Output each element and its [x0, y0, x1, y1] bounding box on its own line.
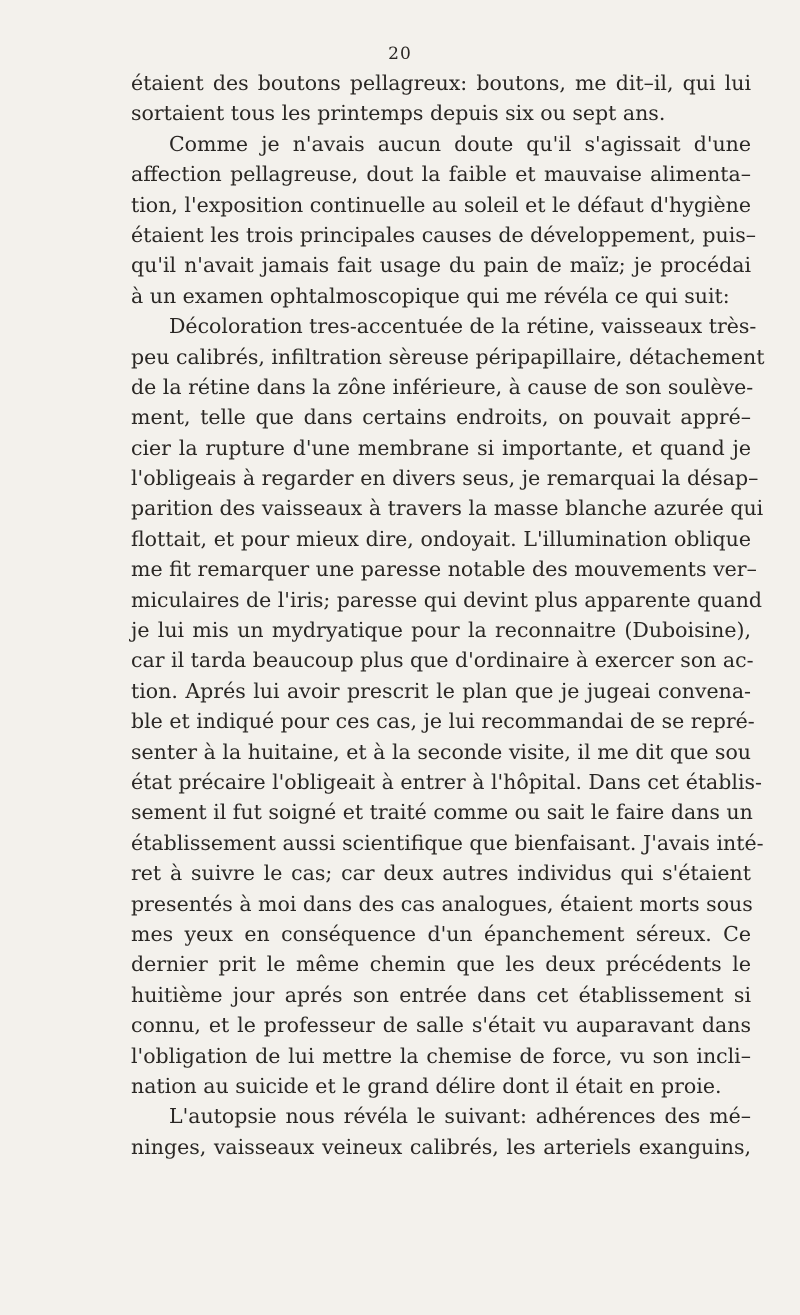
text-line: tion, l'exposition continuelle au soleil et le défaut d'hygiène [131, 192, 751, 217]
text-line: ret à suivre le cas; car deux autres individus qui s'étaient [131, 861, 751, 886]
text-line: Comme je n'avais aucun doute qu'il s'agissait d'une [169, 131, 751, 156]
text-line: flottait, et pour mieux dire, ondoyait. L'illumination oblique [131, 526, 751, 551]
text-line: L'autopsie nous révéla le suivant: adhérences des mé– [169, 1104, 751, 1129]
body-text [131, 68, 765, 1162]
text-line: établissement aussi scientifique que bienfaisant. J'avais inté- [131, 830, 764, 855]
text-line: étaient des boutons pellagreux: boutons, me dit–il, qui lui [131, 71, 751, 95]
text-line: cier la rupture d'une membrane si importante, et quand je [131, 435, 751, 460]
text-line: qu'il n'avait jamais fait usage du pain de maïz; je procédai [131, 253, 751, 278]
text-line: sement il fut soigné et traité comme ou sait le faire dans un [131, 800, 753, 825]
text-line: mes yeux en conséquence d'un épanchement séreux. Ce [131, 921, 751, 946]
text-line: tion. Aprés lui avoir prescrit le plan que je jugeai convena- [131, 678, 751, 703]
text-line: de la rétine dans la zône inférieure, à cause de son soulève- [131, 374, 754, 399]
text-line: dernier prit le même chemin que les deux précédents le [131, 952, 751, 977]
text-line: étaient les trois principales causes de développement, puis– [131, 222, 757, 247]
text-line: connu, et le professeur de salle s'était vu auparavant dans [131, 1013, 751, 1038]
text-line: l'obligeais à regarder en divers seus, je remarquai la désap– [131, 466, 759, 491]
page-number: 20 [388, 44, 412, 64]
text-line: je lui mis un mydryatique pour la reconnaitre (Duboisine), [131, 618, 751, 643]
text-line: peu calibrés, infiltration sèreuse péripapillaire, détachement [131, 344, 765, 369]
text-line: affection pellagreuse, dout la faible et mauvaise alimenta– [131, 162, 751, 187]
text-line: nation au suicide et le grand délire dont il était en proie. [131, 1073, 722, 1098]
text-line: me fit remarquer une paresse notable des mouvements ver– [131, 557, 757, 582]
text-line: Décoloration tres-accentuée de la rétine, vaisseaux très- [169, 314, 757, 339]
text-line: l'obligation de lui mettre la chemise de force, vu son incli– [131, 1043, 751, 1068]
text-line: huitième jour aprés son entrée dans cet établissement si [131, 982, 751, 1007]
text-line: parition des vaisseaux à travers la masse blanche azurée qui [131, 496, 764, 521]
text-line: ment, telle que dans certains endroits, on pouvait appré– [131, 405, 751, 430]
text-line: ble et indiqué pour ces cas, je lui recommandai de se repré- [131, 709, 755, 734]
text-line: ninges, vaisseaux veineux calibrés, les arteriels exanguins, [131, 1134, 751, 1159]
text-line: car il tarda beaucoup plus que d'ordinaire à exercer son ac- [131, 648, 754, 673]
text-line: presentés à moi dans des cas analogues, étaient morts sous [131, 891, 753, 916]
text-line: à un examen ophtalmoscopique qui me révéla ce qui suit: [131, 283, 730, 308]
text-line: sortaient tous les printemps depuis six ou sept ans. [131, 101, 666, 126]
text-line: miculaires de l'iris; paresse qui devint plus apparente quand [131, 587, 763, 612]
text-line: senter à la huitaine, et à la seconde visite, il me dit que sou [131, 739, 751, 764]
text-line: état précaire l'obligeait à entrer à l'hôpital. Dans cet établis- [131, 769, 762, 794]
